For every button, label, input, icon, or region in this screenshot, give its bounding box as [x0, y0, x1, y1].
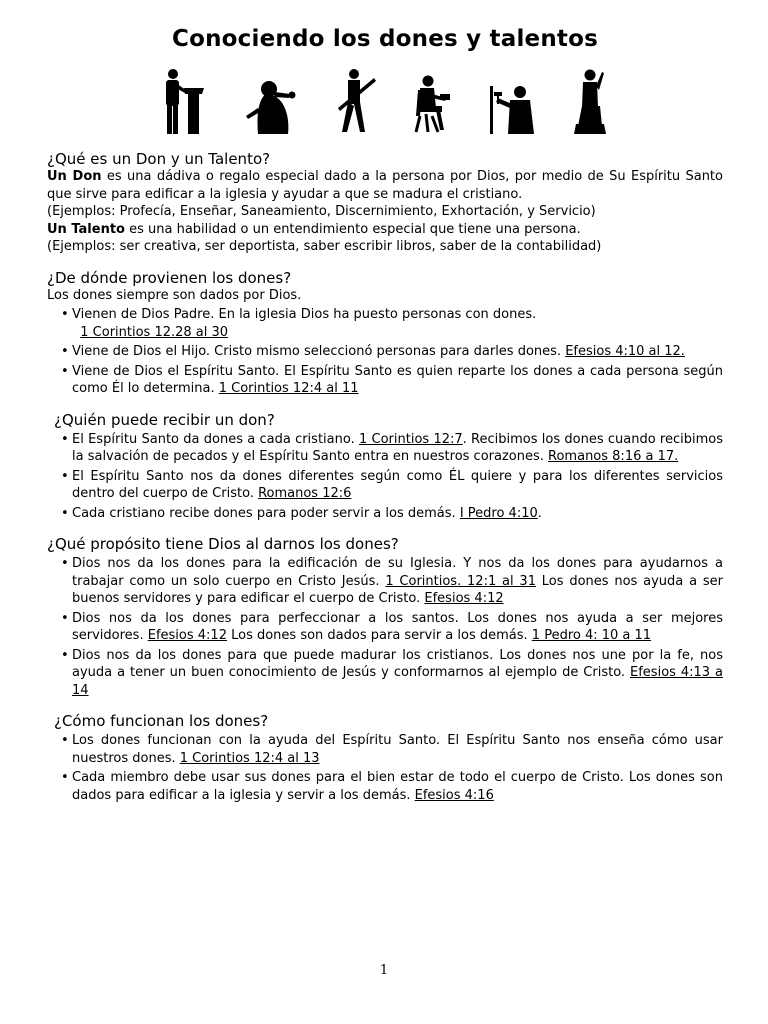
scripture-reference: Romanos 8:16 a 17. [548, 449, 679, 464]
item-text: . Recibimos los dones cuando recibimos la salvación de pecados y el Espíritu Santo entra en nuestros corazones. [72, 431, 723, 464]
scripture-reference: 1 Corintios 12:4 al 13 [179, 750, 320, 766]
hammer-worker-icon [490, 84, 536, 134]
talento-examples: (Ejemplos: ser creativa, ser deportista, saber escribir libros, saber de la contabilidad) [47, 239, 602, 254]
list-item [47, 505, 723, 523]
list-item [47, 555, 723, 608]
scripture-reference: I Pedro 4:10 [459, 505, 538, 521]
scripture-reference: Romanos 12:6 [258, 486, 352, 501]
scripture-reference: Efesios 4:12 [424, 591, 504, 606]
item-text: Dios nos da los dones para que puede madurar los cristianos. Los dones nos une por la fe, nos ayuda a tener un buen conocimiento de Jesús y conformarnos al ejemplo de Cristo. [72, 647, 723, 680]
list-item [47, 363, 723, 398]
list-item [47, 468, 723, 503]
page-number: 1 [379, 963, 389, 978]
scripture-reference: 1 Corintios 12.28 al 30 [80, 324, 229, 340]
section-origin [47, 269, 723, 398]
bullet-list [47, 732, 723, 804]
section-purpose [47, 535, 723, 699]
item-text: Dios nos da los dones para perfeccionar a los santos. Los dones nos ayuda a ser mejores servidores. [72, 610, 723, 643]
figures-row [47, 64, 723, 134]
section-what-is [47, 150, 723, 256]
scripture-reference: Efesios 4:13 a 14 [72, 665, 724, 698]
list-item [47, 306, 723, 341]
document-page [47, 22, 723, 817]
scripture-reference: 1 Corintios. 12:1 al 31 [385, 573, 536, 589]
talento-text: es una habilidad o un entendimiento especial que tiene una persona. [124, 221, 581, 237]
list-item [47, 431, 723, 466]
singer-icon [244, 80, 300, 134]
item-text: Los dones son dados para servir a los demás. [226, 628, 532, 643]
section-heading: ¿Qué propósito tiene Dios al darnos los dones? [47, 535, 399, 553]
writer-icon [412, 74, 454, 134]
scripture-reference: Efesios 4:16 [414, 787, 494, 803]
page-title: Conociendo los dones y talentos [172, 26, 598, 52]
list-item [47, 732, 723, 767]
item-text: El Espíritu Santo nos da dones diferentes según como ÉL quiere y para los diferentes servicios dentro del cuerpo de Cristo. [72, 468, 723, 501]
bullet-list [47, 555, 723, 699]
talento-term: Un Talento [47, 221, 125, 237]
item-text: Cada cristiano recibe dones para poder servir a los demás. [72, 505, 460, 521]
builder-icon [336, 68, 376, 134]
scripture-reference: 1 Pedro 4: 10 a 11 [531, 628, 652, 643]
list-item [47, 610, 723, 645]
item-text: Dios nos da los dones para la edificación de su Iglesia. Y nos da los dones para ayudarnos a trabajar como un solo cuerpo en Cristo Jesús. [72, 556, 723, 589]
item-text: Viene de Dios el Hijo. Cristo mismo seleccionó personas para darles dones. [72, 344, 566, 359]
section-heading: ¿Qué es un Don y un Talento? [47, 150, 271, 168]
bullet-list [47, 306, 723, 398]
section-heading: ¿Cómo funcionan los dones? [54, 712, 269, 730]
list-item [47, 343, 723, 361]
section-heading: ¿Quién puede recibir un don? [54, 410, 275, 429]
item-text: . [537, 505, 542, 521]
preacher-icon [162, 68, 208, 134]
item-text: Viene de Dios el Espíritu Santo. El Espíritu Santo es quien reparte los dones a cada persona según como Él lo determina. [72, 363, 723, 396]
don-definition [47, 168, 723, 203]
section-how [47, 712, 723, 804]
don-text: es una dádiva o regalo especial dado a la persona por Dios, por medio de Su Espíritu Santo que sirve para edificar a la iglesia y ayudar a que se madura el cristiano. [47, 169, 723, 202]
item-text: Los dones funcionan con la ayuda del Espíritu Santo. El Espíritu Santo nos enseña cómo usar nuestros dones. [72, 733, 723, 766]
section-intro: Los dones siempre son dados por Dios. [47, 287, 302, 303]
item-text: Los dones nos ayuda a ser buenos servidores y para edificar el cuerpo de Cristo. [72, 573, 723, 606]
section-who [47, 411, 723, 523]
list-item [47, 647, 723, 700]
item-text: Vienen de Dios Padre. En la iglesia Dios ha puesto personas con dones. [72, 307, 537, 322]
list-item [47, 769, 723, 804]
bullet-list [47, 431, 723, 523]
item-text: El Espíritu Santo da dones a cada cristiano. [72, 431, 359, 447]
talento-definition [47, 221, 723, 239]
scripture-reference: 1 Corintios 12:4 al 11 [218, 381, 359, 396]
item-text: Cada miembro debe usar sus dones para el bien estar de todo el cuerpo de Cristo. Los dones son dados para edificar a la iglesia y servir a los demás. [72, 770, 723, 803]
praying-person-icon [572, 68, 608, 134]
scripture-reference: Efesios 4:12 [147, 628, 227, 643]
don-examples: (Ejemplos: Profecía, Enseñar, Saneamiento, Discernimiento, Exhortación, y Servicio) [47, 204, 596, 219]
scripture-reference: 1 Corintios 12:7 [358, 431, 463, 447]
section-heading: ¿De dónde provienen los dones? [47, 268, 292, 287]
scripture-reference: Efesios 4:10 al 12. [565, 344, 685, 359]
don-term: Un Don [47, 169, 102, 184]
